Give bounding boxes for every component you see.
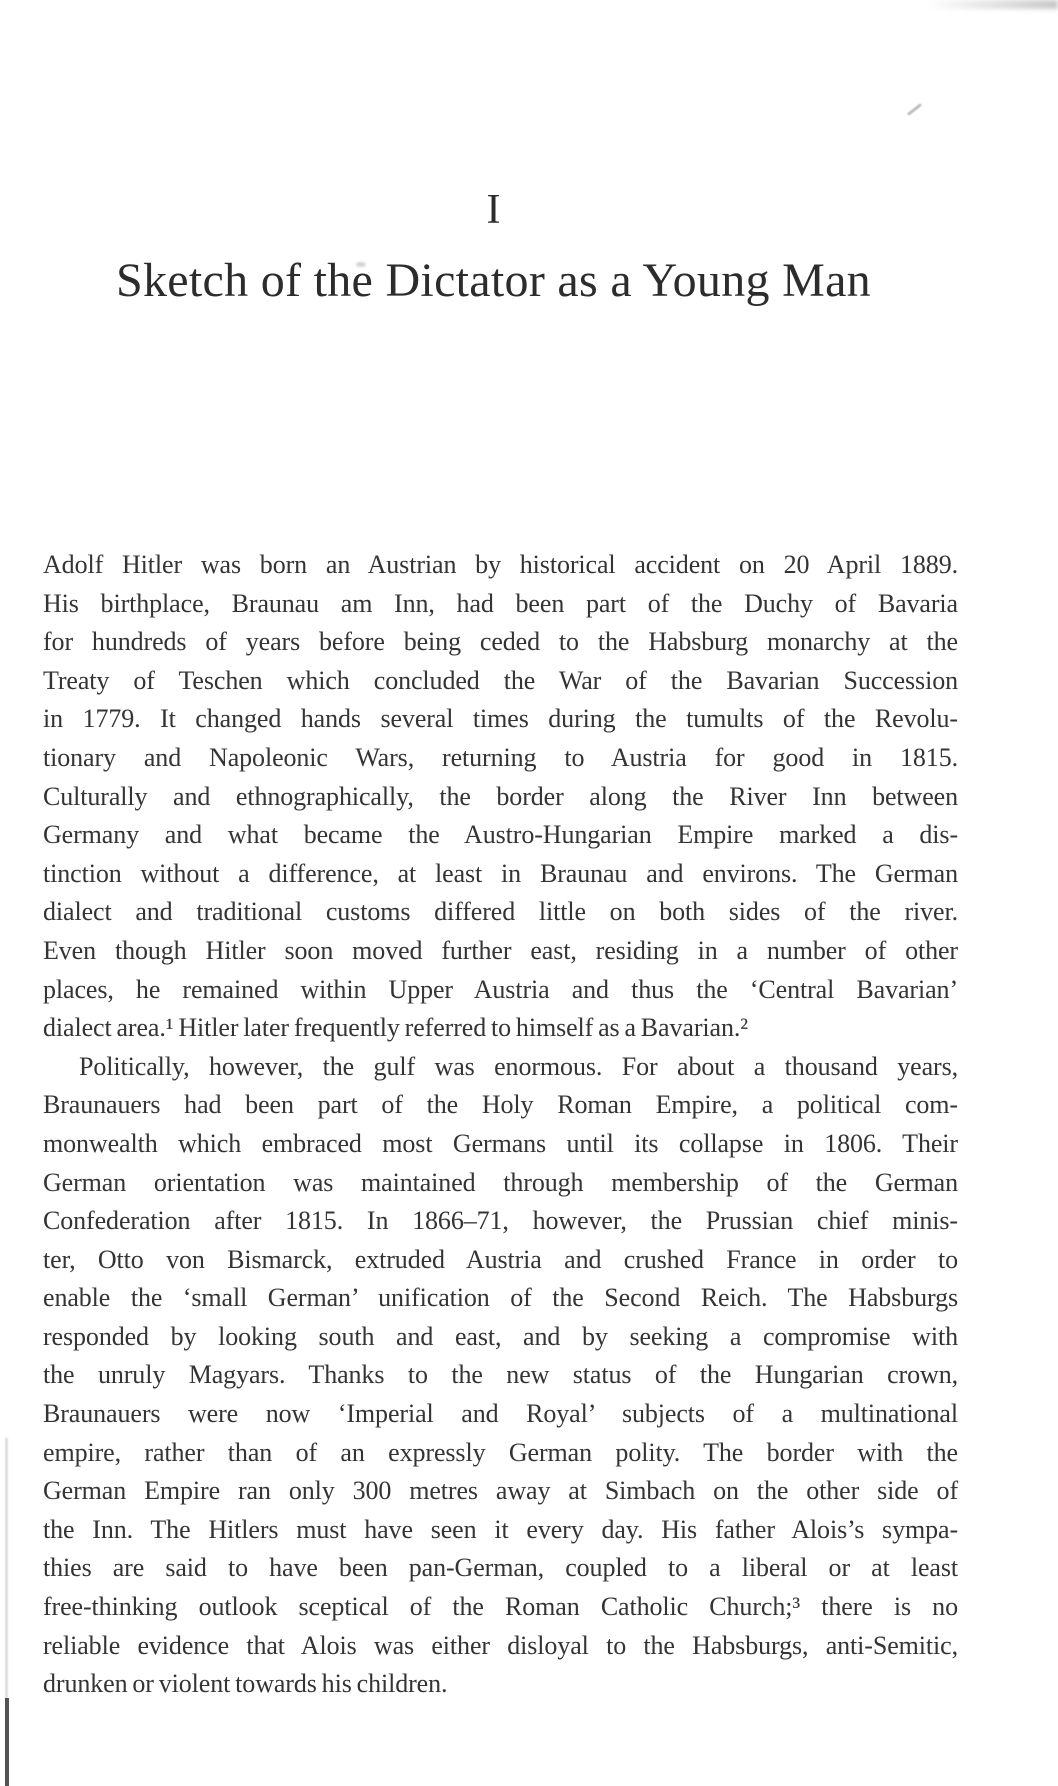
paragraph xyxy=(43,546,958,1048)
chapter-title: Sketch of the Dictator as a Young Man xyxy=(116,254,871,307)
text-line: Confederation after 1815. In 1866–71, however, the Prussian chief minis- xyxy=(43,1206,958,1236)
text-line: Culturally and ethnographically, the border along the River Inn between xyxy=(43,781,958,811)
text-line: tinction without a difference, at least in Braunau and environs. The German xyxy=(43,858,958,888)
text-line: dialect area.¹ Hitler later frequently referred to himself as a Bavarian.² xyxy=(43,1013,748,1043)
chapter-number: I xyxy=(486,187,501,233)
text-line: drunken or violent towards his children. xyxy=(43,1669,448,1699)
text-line: Germany and what became the Austro-Hungarian Empire marked a dis- xyxy=(43,820,958,850)
text-line: the unruly Magyars. Thanks to the new status of the Hungarian crown, xyxy=(43,1360,958,1390)
text-line: German orientation was maintained through membership of the German xyxy=(43,1167,958,1197)
text-line: empire, rather than of an expressly German polity. The border with the xyxy=(43,1437,958,1467)
paragraph xyxy=(43,1048,958,1704)
scan-edge-line-dark xyxy=(5,1698,9,1786)
text-line: free-thinking outlook sceptical of the Roman Catholic Church;³ there is no xyxy=(43,1592,958,1622)
scan-smudge-artifact xyxy=(928,0,1058,9)
text-line: in 1779. It changed hands several times during the tumults of the Revolu- xyxy=(43,704,958,734)
text-line: the Inn. The Hitlers must have seen it every day. His father Alois’s sympa- xyxy=(43,1514,958,1544)
text-line: German Empire ran only 300 metres away at Simbach on the other side of xyxy=(43,1476,958,1506)
text-line: Treaty of Teschen which concluded the War of the Bavarian Succession xyxy=(43,665,958,695)
text-line: His birthplace, Braunau am Inn, had been part of the Duchy of Bavaria xyxy=(43,588,958,618)
text-line: ter, Otto von Bismarck, extruded Austria and crushed France in order to xyxy=(43,1244,958,1274)
text-line: Politically, however, the gulf was enormous. For about a thousand years, xyxy=(79,1051,958,1081)
text-line: tionary and Napoleonic Wars, returning to Austria for good in 1815. xyxy=(43,742,958,772)
text-line: places, he remained within Upper Austria and thus the ‘Central Bavarian’ xyxy=(43,974,958,1004)
text-line: enable the ‘small German’ unification of the Second Reich. The Habsburgs xyxy=(43,1283,958,1313)
scan-edge-line-faint xyxy=(5,1438,8,1700)
text-line: responded by looking south and east, and by seeking a compromise with xyxy=(43,1321,958,1351)
body-text xyxy=(43,546,958,1704)
text-line: Braunauers had been part of the Holy Roman Empire, a political com- xyxy=(43,1090,958,1120)
text-line: Adolf Hitler was born an Austrian by historical accident on 20 April 1889. xyxy=(43,550,958,579)
text-line: reliable evidence that Alois was either disloyal to the Habsburgs, anti-Semitic, xyxy=(43,1630,958,1660)
text-line: thies are said to have been pan-German, coupled to a liberal or at least xyxy=(43,1553,958,1583)
text-line: Even though Hitler soon moved further east, residing in a number of other xyxy=(43,935,958,965)
text-line: Braunauers were now ‘Imperial and Royal’ subjects of a multinational xyxy=(43,1399,958,1429)
text-line: dialect and traditional customs differed little on both sides of the river. xyxy=(43,897,958,927)
text-line: for hundreds of years before being ceded to the Habsburg monarchy at the xyxy=(43,627,958,657)
text-line: monwealth which embraced most Germans until its collapse in 1806. Their xyxy=(43,1128,958,1158)
scan-mark-artifact xyxy=(907,103,922,116)
